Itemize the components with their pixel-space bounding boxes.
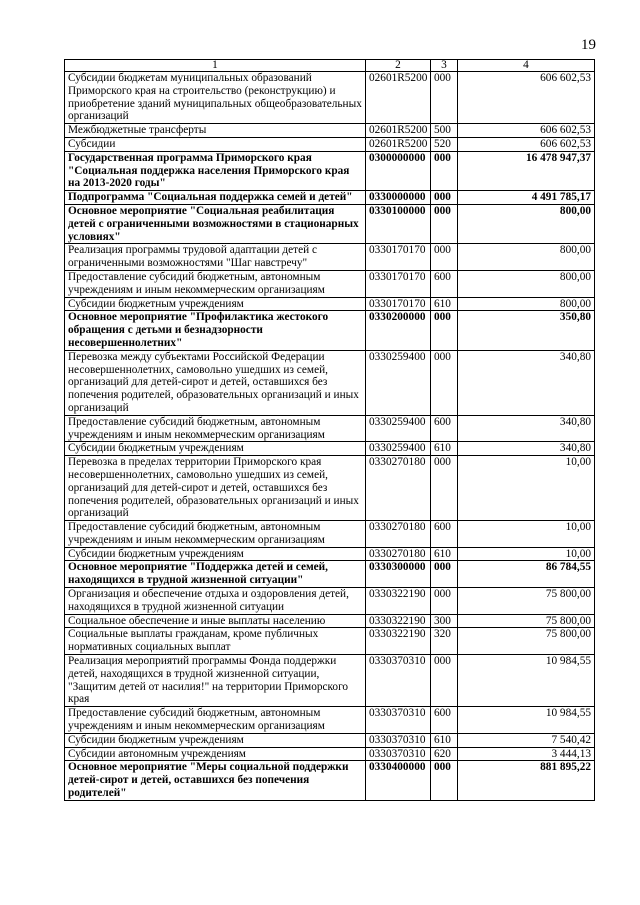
row-code-cell: 0330100000 xyxy=(366,204,431,243)
row-type-cell: 300 xyxy=(431,614,458,628)
row-amount-cell: 3 444,13 xyxy=(458,747,595,761)
table-row xyxy=(65,350,595,415)
row-type-cell: 000 xyxy=(431,456,458,521)
row-name-cell: Перевозка в пределах территории Приморского края несовершеннолетних, самовольно ушедших из семей, организаций для детей-сирот и детей, оставшихся без попечения родителей, образовательных организаций и иных организаций xyxy=(65,456,366,521)
row-code-cell: 0330370310 xyxy=(366,655,431,707)
table-row xyxy=(65,72,595,124)
table-row xyxy=(65,561,595,588)
row-type-cell: 000 xyxy=(431,151,458,190)
row-name-cell: Субсидии бюджетным учреждениям xyxy=(65,297,366,311)
row-amount-cell: 16 478 947,37 xyxy=(458,151,595,190)
table-row xyxy=(65,137,595,151)
row-amount-cell: 10 984,55 xyxy=(458,707,595,734)
row-code-cell: 0330300000 xyxy=(366,561,431,588)
table-row xyxy=(65,588,595,615)
row-type-cell: 610 xyxy=(431,733,458,747)
row-amount-cell: 75 800,00 xyxy=(458,588,595,615)
budget-table-body xyxy=(65,60,595,801)
row-type-cell: 500 xyxy=(431,124,458,138)
row-type-cell: 610 xyxy=(431,297,458,311)
row-code-cell: 0330322190 xyxy=(366,614,431,628)
row-type-cell: 610 xyxy=(431,442,458,456)
row-amount-cell: 340,80 xyxy=(458,415,595,442)
row-amount-cell: 800,00 xyxy=(458,204,595,243)
row-code-cell: 02601R5200 xyxy=(366,72,431,124)
row-code-cell: 0330000000 xyxy=(366,191,431,205)
row-code-cell: 0330322190 xyxy=(366,628,431,655)
row-amount-cell: 340,80 xyxy=(458,442,595,456)
table-row xyxy=(65,442,595,456)
row-type-cell: 000 xyxy=(431,311,458,350)
row-type-cell: 000 xyxy=(431,761,458,800)
table-row xyxy=(65,311,595,350)
row-amount-cell: 7 540,42 xyxy=(458,733,595,747)
table-row xyxy=(65,628,595,655)
row-type-cell: 000 xyxy=(431,655,458,707)
row-amount-cell: 800,00 xyxy=(458,270,595,297)
row-code-cell: 0300000000 xyxy=(366,151,431,190)
page-number: 19 xyxy=(581,37,596,53)
row-amount-cell: 10 984,55 xyxy=(458,655,595,707)
table-row xyxy=(65,270,595,297)
table-row xyxy=(65,655,595,707)
row-code-cell: 0330170170 xyxy=(366,244,431,271)
row-code-cell: 0330370310 xyxy=(366,747,431,761)
row-amount-cell: 881 895,22 xyxy=(458,761,595,800)
row-name-cell: Межбюджетные трансферты xyxy=(65,124,366,138)
budget-table xyxy=(64,59,595,801)
row-code-cell: 02601R5200 xyxy=(366,124,431,138)
table-header-row xyxy=(65,60,595,72)
header-cell-code: 2 xyxy=(366,60,431,72)
row-amount-cell: 86 784,55 xyxy=(458,561,595,588)
row-name-cell: Предоставление субсидий бюджетным, автономным учреждениям и иным некоммерческим организациям xyxy=(65,707,366,734)
row-code-cell: 0330170170 xyxy=(366,270,431,297)
row-name-cell: Реализация программы трудовой адаптации детей с ограниченными возможностями "Шаг навстречу" xyxy=(65,244,366,271)
row-code-cell: 0330259400 xyxy=(366,442,431,456)
row-name-cell: Реализация мероприятий программы Фонда поддержки детей, находящихся в трудной жизненной ситуации, "Защитим детей от насилия!" на территории Приморского края xyxy=(65,655,366,707)
row-code-cell: 02601R5200 xyxy=(366,137,431,151)
row-type-cell: 000 xyxy=(431,204,458,243)
row-code-cell: 0330259400 xyxy=(366,350,431,415)
table-row xyxy=(65,614,595,628)
row-code-cell: 0330170170 xyxy=(366,297,431,311)
table-row xyxy=(65,547,595,561)
row-name-cell: Субсидии бюджетам муниципальных образований Приморского края на строительство (реконструкцию) и приобретение зданий муниципальных общеобразовательных организаций xyxy=(65,72,366,124)
table-row xyxy=(65,151,595,190)
table-row xyxy=(65,204,595,243)
row-code-cell: 0330370310 xyxy=(366,707,431,734)
row-amount-cell: 10,00 xyxy=(458,547,595,561)
table-row xyxy=(65,191,595,205)
row-amount-cell: 800,00 xyxy=(458,244,595,271)
row-name-cell: Подпрограмма "Социальная поддержка семей и детей" xyxy=(65,191,366,205)
row-code-cell: 0330400000 xyxy=(366,761,431,800)
row-amount-cell: 10,00 xyxy=(458,521,595,548)
row-type-cell: 600 xyxy=(431,270,458,297)
row-name-cell: Основное мероприятие "Социальная реабилитация детей с ограниченными возможностями в стационарных условиях" xyxy=(65,204,366,243)
row-type-cell: 000 xyxy=(431,350,458,415)
table-row xyxy=(65,415,595,442)
table-row xyxy=(65,124,595,138)
row-type-cell: 000 xyxy=(431,561,458,588)
row-type-cell: 000 xyxy=(431,244,458,271)
header-cell-type: 3 xyxy=(431,60,458,72)
row-code-cell: 0330200000 xyxy=(366,311,431,350)
table-row xyxy=(65,761,595,800)
row-name-cell: Предоставление субсидий бюджетным, автономным учреждениям и иным некоммерческим организациям xyxy=(65,415,366,442)
row-code-cell: 0330270180 xyxy=(366,521,431,548)
row-code-cell: 0330270180 xyxy=(366,547,431,561)
row-code-cell: 0330259400 xyxy=(366,415,431,442)
row-type-cell: 600 xyxy=(431,707,458,734)
row-amount-cell: 350,80 xyxy=(458,311,595,350)
row-type-cell: 000 xyxy=(431,588,458,615)
header-cell-amount: 4 xyxy=(458,60,595,72)
row-amount-cell: 4 491 785,17 xyxy=(458,191,595,205)
row-type-cell: 000 xyxy=(431,191,458,205)
row-type-cell: 610 xyxy=(431,547,458,561)
table-row xyxy=(65,456,595,521)
row-type-cell: 600 xyxy=(431,415,458,442)
row-name-cell: Субсидии бюджетным учреждениям xyxy=(65,733,366,747)
row-code-cell: 0330270180 xyxy=(366,456,431,521)
row-name-cell: Основное мероприятие "Поддержка детей и семей, находящихся в трудной жизненной ситуации" xyxy=(65,561,366,588)
row-name-cell: Субсидии бюджетным учреждениям xyxy=(65,547,366,561)
row-amount-cell: 606 602,53 xyxy=(458,124,595,138)
row-type-cell: 620 xyxy=(431,747,458,761)
row-code-cell: 0330322190 xyxy=(366,588,431,615)
table-row xyxy=(65,733,595,747)
row-type-cell: 600 xyxy=(431,521,458,548)
row-amount-cell: 75 800,00 xyxy=(458,628,595,655)
table-row xyxy=(65,707,595,734)
row-name-cell: Социальные выплаты гражданам, кроме публичных нормативных социальных выплат xyxy=(65,628,366,655)
row-name-cell: Социальное обеспечение и иные выплаты населению xyxy=(65,614,366,628)
row-amount-cell: 340,80 xyxy=(458,350,595,415)
header-cell-name: 1 xyxy=(65,60,366,72)
table-row xyxy=(65,244,595,271)
row-amount-cell: 606 602,53 xyxy=(458,72,595,124)
row-name-cell: Субсидии xyxy=(65,137,366,151)
row-name-cell: Предоставление субсидий бюджетным, автономным учреждениям и иным некоммерческим организациям xyxy=(65,270,366,297)
row-amount-cell: 606 602,53 xyxy=(458,137,595,151)
row-name-cell: Основное мероприятие "Профилактика жестокого обращения с детьми и безнадзорности несовершеннолетних" xyxy=(65,311,366,350)
row-type-cell: 000 xyxy=(431,72,458,124)
row-amount-cell: 800,00 xyxy=(458,297,595,311)
row-amount-cell: 10,00 xyxy=(458,456,595,521)
table-row xyxy=(65,297,595,311)
row-name-cell: Перевозка между субъектами Российской Федерации несовершеннолетних, самовольно ушедших из семей, организаций для детей-сирот и детей, оставшихся без попечения родителей, образовательных организаций и иных организаций xyxy=(65,350,366,415)
row-name-cell: Субсидии автономным учреждениям xyxy=(65,747,366,761)
row-type-cell: 320 xyxy=(431,628,458,655)
row-amount-cell: 75 800,00 xyxy=(458,614,595,628)
table-row xyxy=(65,747,595,761)
row-type-cell: 520 xyxy=(431,137,458,151)
row-code-cell: 0330370310 xyxy=(366,733,431,747)
row-name-cell: Основное мероприятие "Меры социальной поддержки детей-сирот и детей, оставшихся без попечения родителей" xyxy=(65,761,366,800)
row-name-cell: Предоставление субсидий бюджетным, автономным учреждениям и иным некоммерческим организациям xyxy=(65,521,366,548)
row-name-cell: Организация и обеспечение отдыха и оздоровления детей, находящихся в трудной жизненной ситуации xyxy=(65,588,366,615)
row-name-cell: Субсидии бюджетным учреждениям xyxy=(65,442,366,456)
row-name-cell: Государственная программа Приморского края "Социальная поддержка населения Приморского края на 2013-2020 годы" xyxy=(65,151,366,190)
table-row xyxy=(65,521,595,548)
